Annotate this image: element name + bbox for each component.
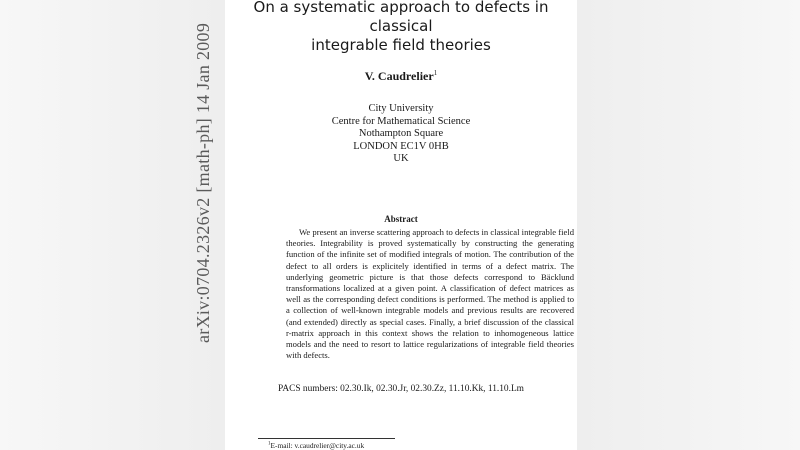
affiliation-line: Nothampton Square xyxy=(358,128,444,140)
footnote-mark: 1 xyxy=(268,441,271,447)
affiliation-line: City University xyxy=(368,103,434,114)
footnote-email: E-mail: v.caudrelier@city.ac.uk xyxy=(270,441,365,450)
affiliation-line: UK xyxy=(393,153,409,165)
author-footnote-mark: 1 xyxy=(433,69,438,77)
author-name: V. Caudrelier xyxy=(364,69,434,83)
arxiv-identifier: arXiv:0704.2326v2 [math-ph] 14 Jan 2009 xyxy=(193,22,213,343)
paper-title xyxy=(225,0,577,55)
paper-page xyxy=(225,0,577,450)
footnote-rule xyxy=(258,438,395,439)
abstract-heading: Abstract xyxy=(384,214,418,224)
title-line-2: integrable field theories xyxy=(311,36,491,54)
abstract-text: We present an inverse scattering approach to defects in classical integrable field theories. Integrability is proved systematically by constructing the generating function of the infinite set of modified integrals of motion. The contribution of the defect to all orders is explicitely identified in terms of a defect matrix. The underlying geometric picture is that those defects correspond to Bäcklund transformations localized at a given point. A classification of defect matrices as well as the corresponding defect conditions is performed. The method is applied to a collection of well-known integrable models and previous results are recovered (and extended) directly as special cases. Finally, a brief discussion of the classical r-matrix approach in this context shows the relation to inhomogeneous lattice models and the need to resort to lattice regularizations of integrable field theories with defects. xyxy=(286,227,574,361)
footnote xyxy=(268,441,364,450)
left-backdrop xyxy=(0,0,225,450)
affiliation xyxy=(225,103,577,166)
affiliation-line: LONDON EC1V 0HB xyxy=(353,140,449,152)
title-line-1: On a systematic approach to defects in classical xyxy=(253,0,549,35)
right-backdrop xyxy=(577,0,800,450)
author xyxy=(225,69,577,84)
affiliation-line: Centre for Mathematical Science xyxy=(331,115,471,127)
pacs-numbers: PACS numbers: 02.30.Ik, 02.30.Jr, 02.30.Zz, 11.10.Kk, 11.10.Lm xyxy=(278,384,524,394)
